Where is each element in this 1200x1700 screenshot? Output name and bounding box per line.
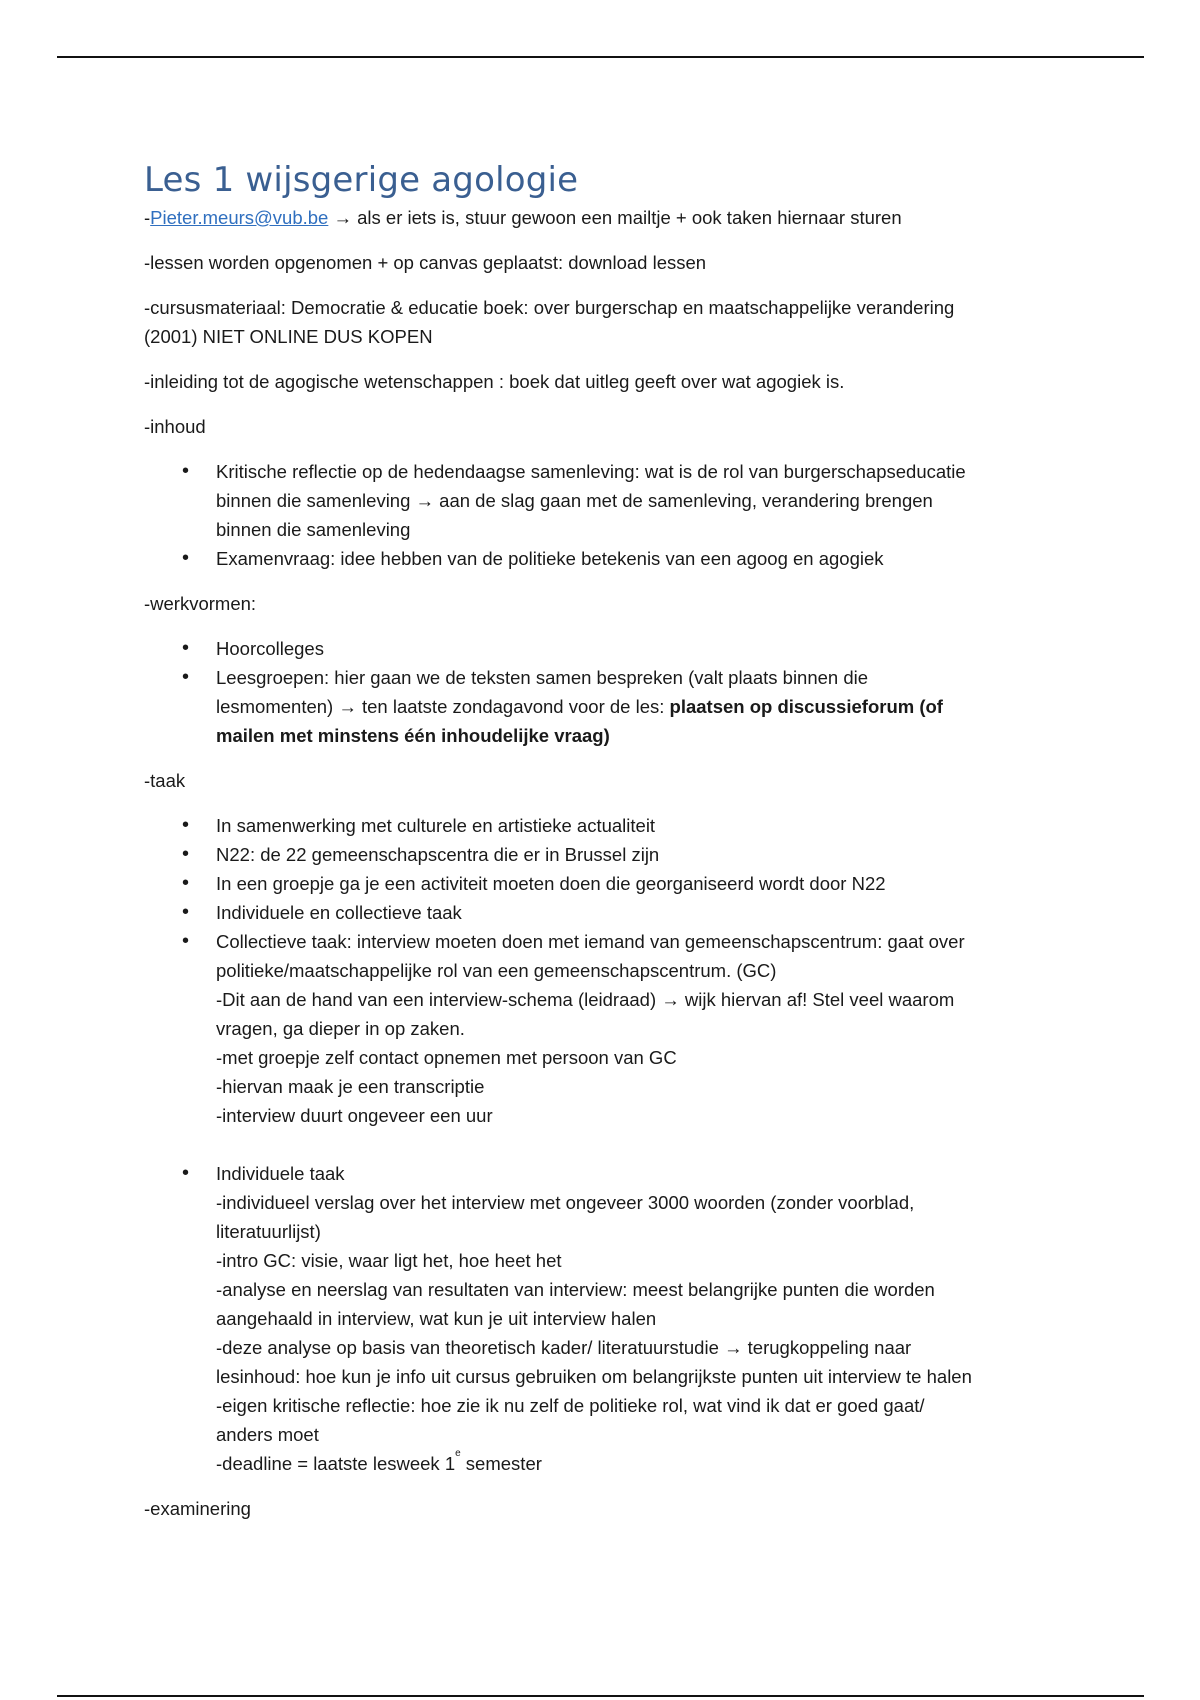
deadline-text: -deadline = laatste lesweek 1 (216, 1453, 456, 1474)
emphasis-text: mailen met minstens één inhoudelijke vraag) (216, 725, 610, 746)
list-item-line (216, 721, 1064, 750)
taak-heading: -taak (144, 770, 186, 791)
list-item: • Hoorcolleges (144, 634, 1064, 663)
examinering-heading: -examinering (144, 1498, 251, 1519)
header-rule (57, 56, 1144, 58)
list-item (144, 457, 1064, 544)
footer-rule (57, 1695, 1144, 1697)
list-item-line: binnen die samenleving → aan de slag gaan met de samenleving, verandering brengen (216, 490, 933, 511)
email-link[interactable]: Pieter.meurs@vub.be (150, 207, 329, 228)
list-item-line: -deze analyse op basis van theoretisch kader/ literatuurstudie → terugkoppeling naar (216, 1337, 912, 1358)
list-item (144, 927, 1064, 1130)
list-item-line: -intro GC: visie, waar ligt het, hoe heet het (216, 1250, 562, 1271)
list-item (144, 1159, 1064, 1478)
deadline-text-end: semester (460, 1453, 542, 1474)
list-item-line: -hiervan maak je een transcriptie (216, 1076, 485, 1097)
contact-line (144, 203, 1064, 232)
list-item-line: • Kritische reflectie op de hedendaagse samenleving: wat is de rol van burgerschapseducatie (216, 461, 966, 482)
list-item-line: -met groepje zelf contact opnemen met persoon van GC (216, 1047, 677, 1068)
inhoud-list (144, 457, 1064, 573)
cursusmateriaal-paragraph (144, 293, 1064, 351)
inleiding-paragraph: -inleiding tot de agogische wetenschappen : boek dat uitleg geeft over wat agogiek is. (144, 371, 845, 392)
list-item-line: -analyse en neerslag van resultaten van interview: meest belangrijke punten die worden (216, 1279, 935, 1300)
contact-prefix: - (144, 207, 151, 228)
cursus-line-1: -cursusmateriaal: Democratie & educatie boek: over burgerschap en maatschappelijke verandering (144, 297, 955, 318)
deadline-line (216, 1449, 1064, 1478)
list-item (144, 663, 1064, 750)
document-body (144, 160, 1064, 1539)
list-item: • In samenwerking met culturele en artistieke actualiteit (144, 811, 1064, 840)
list-item-text: lesmomenten) → ten laatste zondagavond voor de les: (216, 696, 670, 717)
list-item-line: literatuurlijst) (216, 1221, 321, 1242)
list-item: • In een groepje ga je een activiteit moeten doen die georganiseerd wordt door N22 (144, 869, 1064, 898)
list-item-line: -Dit aan de hand van een interview-schema (leidraad) → wijk hiervan af! Stel veel waarom (216, 989, 955, 1010)
taak-list (144, 811, 1064, 1478)
lessen-paragraph: -lessen worden opgenomen + op canvas geplaatst: download lessen (144, 252, 707, 273)
list-item-line: binnen die samenleving (216, 519, 411, 540)
list-item: • N22: de 22 gemeenschapscentra die er in Brussel zijn (144, 840, 1064, 869)
inhoud-heading: -inhoud (144, 416, 206, 437)
list-item-line (216, 692, 1064, 721)
page-title: Les 1 wijsgerige agologie (144, 160, 579, 200)
list-item: • Examenvraag: idee hebben van de politieke betekenis van een agoog en agogiek (144, 544, 1064, 573)
emphasis-text: plaatsen op discussieforum (of (669, 696, 943, 717)
cursus-line-2: (2001) NIET ONLINE DUS KOPEN (144, 326, 433, 347)
list-item: • Individuele en collectieve taak (144, 898, 1064, 927)
list-item-line: • Collectieve taak: interview moeten doen met iemand van gemeenschapscentrum: gaat over (216, 931, 965, 952)
werkvormen-list (144, 634, 1064, 750)
werkvormen-heading: -werkvormen: (144, 593, 257, 614)
list-item-line: • Leesgroepen: hier gaan we de teksten samen bespreken (valt plaats binnen die (216, 667, 869, 688)
list-item-line: politieke/maatschappelijke rol van een gemeenschapscentrum. (GC) (216, 960, 777, 981)
contact-text: → als er iets is, stuur gewoon een mailtje + ook taken hiernaar sturen (328, 207, 902, 228)
list-item-line: anders moet (216, 1424, 319, 1445)
list-item-line: -interview duurt ongeveer een uur (216, 1105, 493, 1126)
list-item-line: • Individuele taak (216, 1163, 345, 1184)
ordinal-suffix: e (455, 1447, 461, 1459)
list-item-line: lesinhoud: hoe kun je info uit cursus gebruiken om belangrijkste punten uit interview te halen (216, 1366, 972, 1387)
list-item-line: -individueel verslag over het interview met ongeveer 3000 woorden (zonder voorblad, (216, 1192, 915, 1213)
list-item-line: vragen, ga dieper in op zaken. (216, 1018, 465, 1039)
list-item-line: aangehaald in interview, wat kun je uit interview halen (216, 1308, 657, 1329)
list-item-line: -eigen kritische reflectie: hoe zie ik nu zelf de politieke rol, wat vind ik dat er goed gaat/ (216, 1395, 925, 1416)
